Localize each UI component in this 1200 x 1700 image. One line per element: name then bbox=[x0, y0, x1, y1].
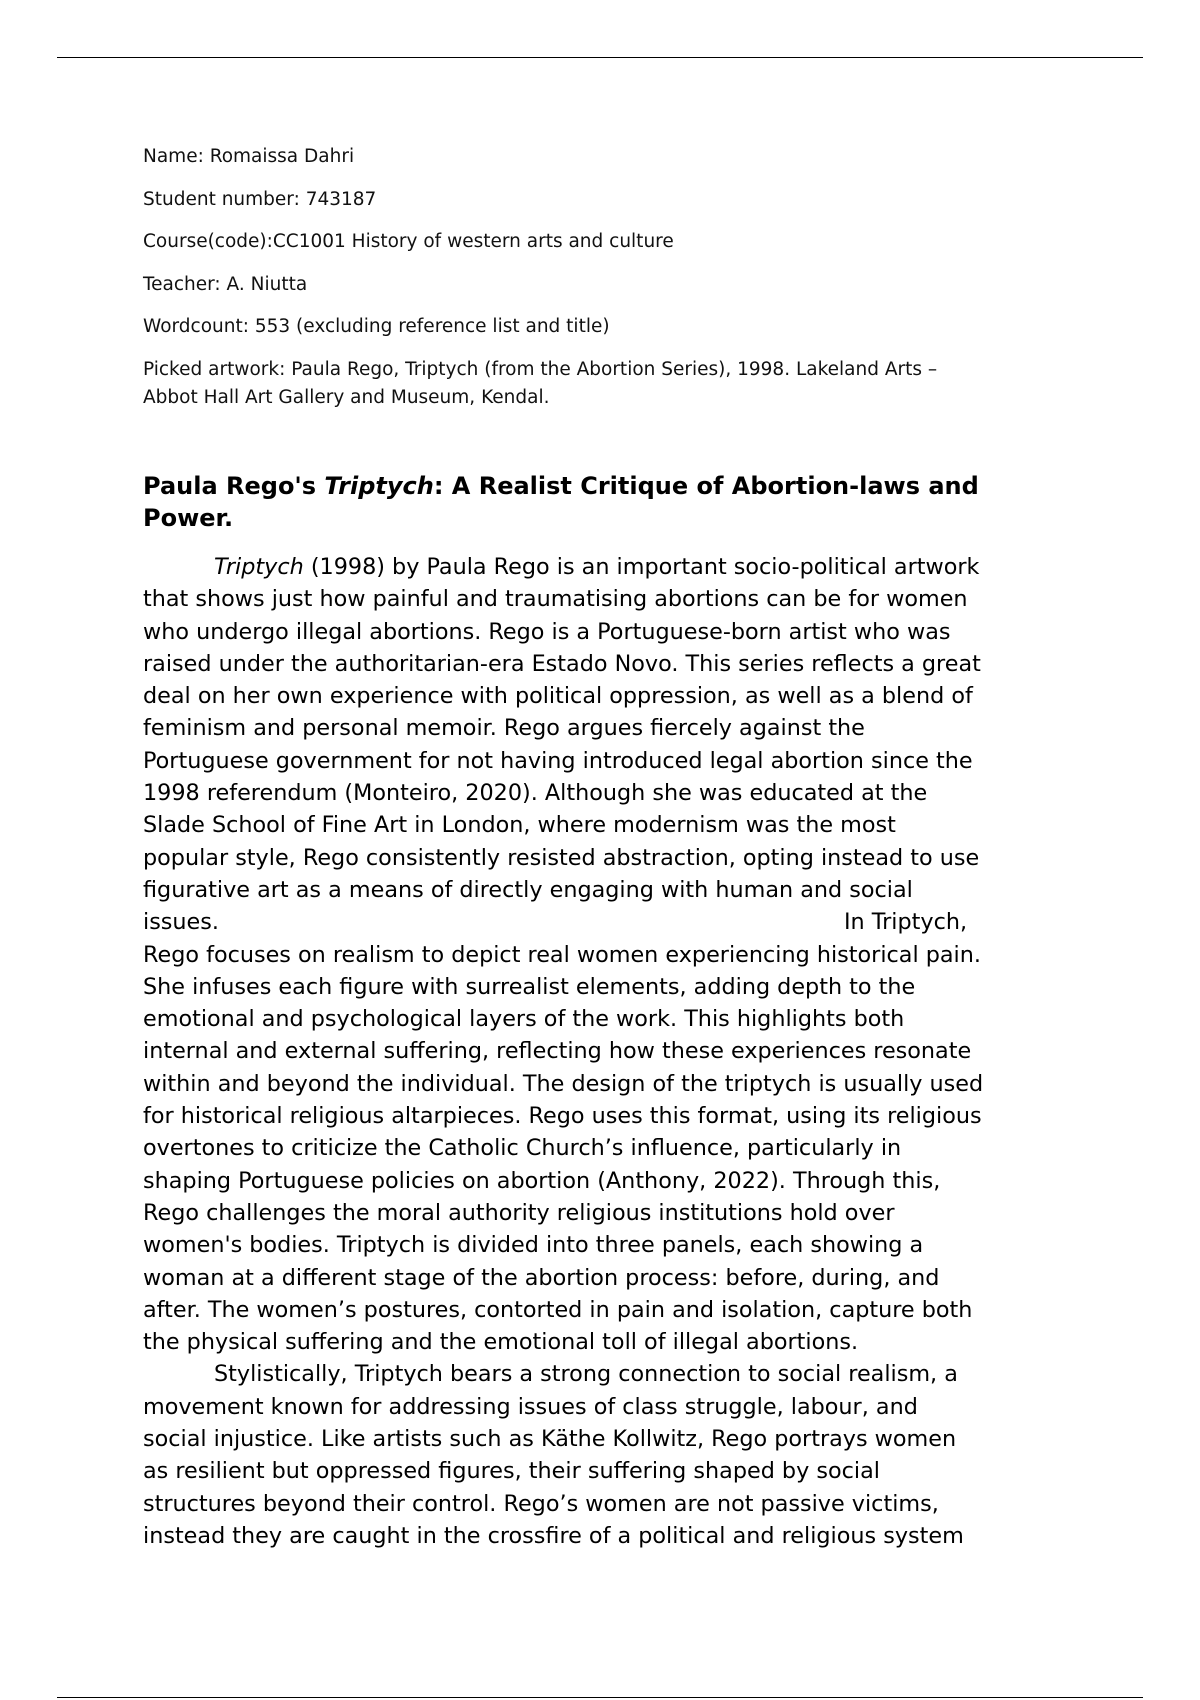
essay-line: Portuguese government for not having introduced legal abortion since the bbox=[143, 747, 973, 774]
bottom-rule bbox=[57, 1697, 1143, 1698]
essay-line: that shows just how painful and traumatising abortions can be for women bbox=[143, 586, 968, 613]
top-rule bbox=[57, 57, 1143, 58]
essay-line: Stylistically, Triptych bears a strong connection to social realism, a bbox=[214, 1361, 958, 1388]
picked-artwork-line-2: Abbot Hall Art Gallery and Museum, Kendal. bbox=[143, 386, 550, 408]
essay-first-word: Triptych bbox=[214, 554, 304, 580]
essay-line: shaping Portuguese policies on abortion (Anthony, 2022). Through this, bbox=[143, 1167, 941, 1194]
course-code: Course(code):CC1001 History of western arts and culture bbox=[143, 231, 674, 252]
essay-line: for historical religious altarpieces. Rego uses this format, using its religious bbox=[143, 1103, 982, 1130]
essay-line: internal and external suffering, reflecting how these experiences resonate bbox=[143, 1038, 972, 1065]
student-name: Name: Romaissa Dahri bbox=[143, 146, 355, 167]
essay-line: the physical suffering and the emotional toll of illegal abortions. bbox=[143, 1329, 859, 1356]
essay-body bbox=[143, 551, 1058, 1552]
teacher: Teacher: A. Niutta bbox=[143, 273, 308, 295]
essay-line-text: (1998) by Paula Rego is an important socio-political artwork bbox=[303, 554, 980, 580]
essay-line: instead they are caught in the crossfire of a political and religious system bbox=[143, 1522, 964, 1549]
essay-line: overtones to criticize the Catholic Church’s influence, particularly in bbox=[143, 1135, 902, 1162]
essay-line: within and beyond the individual. The design of the triptych is usually used bbox=[143, 1070, 984, 1097]
essay-line: feminism and personal memoir. Rego argues fiercely against the bbox=[143, 715, 865, 742]
essay-line: deal on her own experience with political oppression, as well as a blend of bbox=[143, 683, 973, 710]
essay-line: movement known for addressing issues of class struggle, labour, and bbox=[143, 1393, 918, 1420]
essay-line bbox=[143, 906, 1058, 938]
essay-line: Slade School of Fine Art in London, where modernism was the most bbox=[143, 812, 896, 839]
essay-line: popular style, Rego consistently resisted abstraction, opting instead to use bbox=[143, 844, 980, 871]
paragraph-start: In Triptych, bbox=[843, 909, 968, 936]
essay-line: raised under the authoritarian-era Estado Novo. This series reflects a great bbox=[143, 650, 981, 677]
essay-title-italic: Triptych bbox=[324, 472, 434, 500]
picked-artwork-line-1: Picked artwork: Paula Rego, Triptych (from the Abortion Series), 1998. Lakeland Arts – bbox=[143, 358, 938, 380]
essay-line: after. The women’s postures, contorted in pain and isolation, capture both bbox=[143, 1296, 973, 1323]
student-info bbox=[143, 143, 1043, 412]
essay-title-line-2: Power. bbox=[143, 504, 234, 532]
essay-line: who undergo illegal abortions. Rego is a Portuguese-born artist who was bbox=[143, 618, 951, 645]
essay-line: woman at a different stage of the abortion process: before, during, and bbox=[143, 1264, 940, 1291]
essay-title-part-2: : A Realist Critique of Abortion-laws and bbox=[433, 472, 979, 500]
essay-line: Rego challenges the moral authority religious institutions hold over bbox=[143, 1199, 895, 1226]
student-number: Student number: 743187 bbox=[143, 188, 377, 210]
essay-line: figurative art as a means of directly engaging with human and social bbox=[143, 876, 913, 903]
essay-line: 1998 referendum (Monteiro, 2020). Although she was educated at the bbox=[143, 780, 928, 807]
wordcount: Wordcount: 553 (excluding reference list and title) bbox=[143, 316, 610, 337]
essay-line: She infuses each figure with surrealist elements, adding depth to the bbox=[143, 973, 916, 1000]
essay-line: Rego focuses on realism to depict real women experiencing historical pain. bbox=[143, 941, 981, 968]
essay-line: social injustice. Like artists such as Käthe Kollwitz, Rego portrays women bbox=[143, 1426, 957, 1453]
essay-title bbox=[143, 470, 1063, 534]
essay-title-part-1: Paula Rego's bbox=[143, 472, 325, 500]
essay-line: emotional and psychological layers of the work. This highlights both bbox=[143, 1006, 905, 1033]
essay-line: women's bodies. Triptych is divided into three panels, each showing a bbox=[143, 1232, 924, 1259]
essay-line-text: issues. bbox=[143, 909, 219, 936]
essay-line: structures beyond their control. Rego’s women are not passive victims, bbox=[143, 1490, 939, 1517]
essay-line bbox=[143, 551, 1058, 583]
essay-line: as resilient but oppressed figures, their suffering shaped by social bbox=[143, 1458, 880, 1485]
picked-artwork bbox=[143, 356, 1043, 412]
